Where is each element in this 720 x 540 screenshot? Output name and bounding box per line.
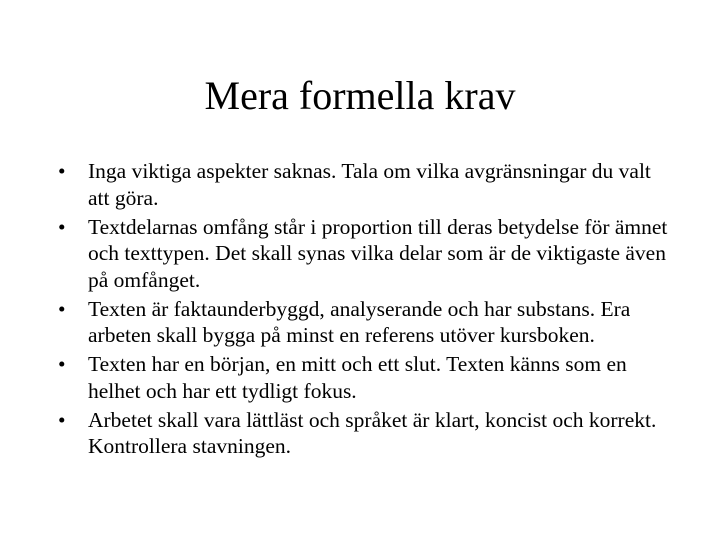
bullet-icon: •	[58, 352, 66, 376]
bullet-item	[58, 407, 668, 460]
bullet-icon: •	[58, 214, 66, 239]
bullet-item	[58, 351, 668, 404]
bullet-item	[58, 214, 668, 294]
bullet-text: Texten har en början, en mitt och ett slut. Texten känns som en helhet och har ett tydligt fokus.	[88, 352, 627, 403]
bullet-text: Inga viktiga aspekter saknas. Tala om vilka avgränsningar du valt att göra.	[88, 159, 651, 210]
bullet-icon: •	[58, 159, 66, 183]
bullet-list	[58, 158, 668, 462]
bullet-icon: •	[58, 296, 66, 321]
bullet-item	[58, 158, 668, 211]
bullet-icon: •	[58, 407, 66, 432]
bullet-item	[58, 296, 668, 349]
bullet-text: Textdelarnas omfång står i proportion till deras betydelse för ämnet och texttypen. Det skall synas vilka delar som är de viktigaste även på omfånget.	[88, 214, 668, 292]
bullet-text: Arbetet skall vara lättläst och språket är klart, koncist och korrekt. Kontrollera stavningen.	[88, 407, 657, 458]
slide-title: Mera formella krav	[204, 73, 516, 118]
bullet-text: Texten är faktaunderbyggd, analyserande och har substans. Era arbeten skall bygga på minst en referens utöver kursboken.	[88, 296, 631, 347]
